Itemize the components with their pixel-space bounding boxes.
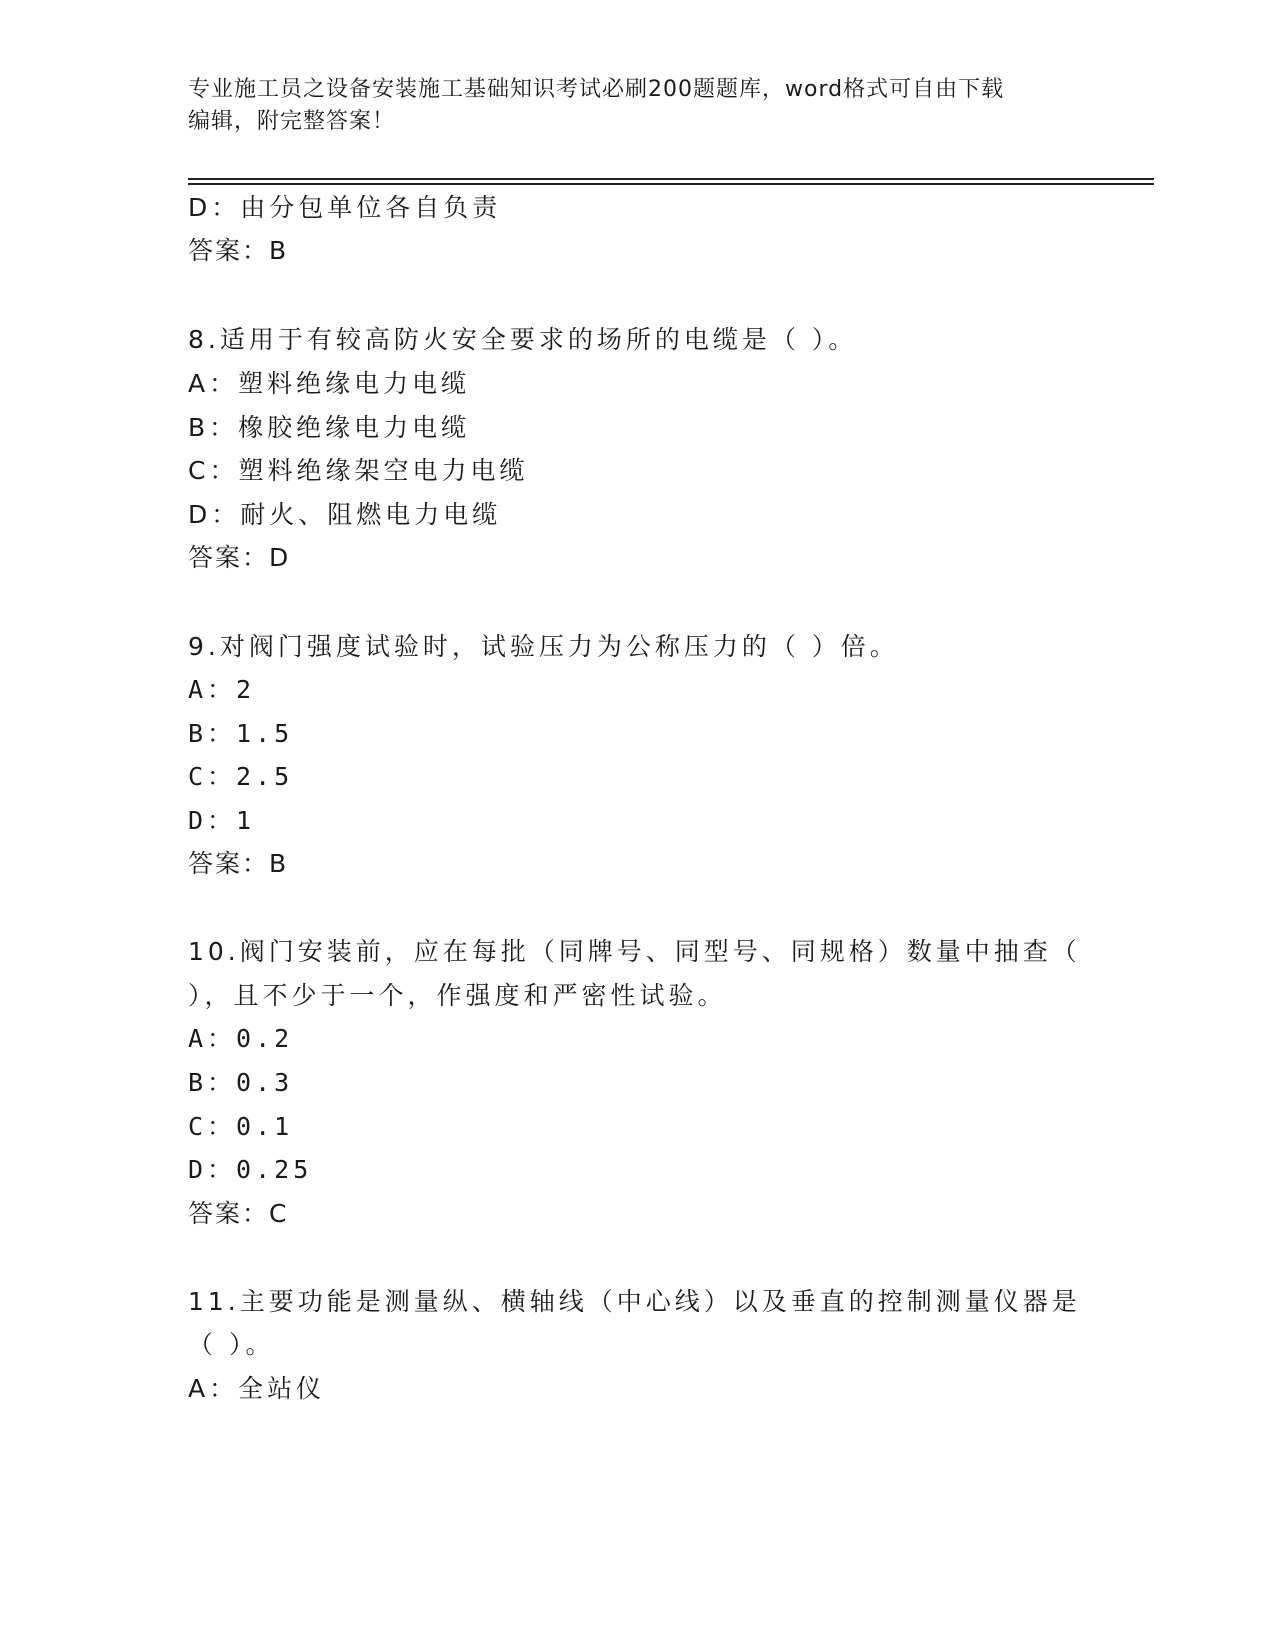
q8-option-b: B：橡胶绝缘电力电缆 (188, 413, 471, 442)
q9-option-d: D：1 (188, 806, 256, 835)
q10-option-a: A：0.2 (188, 1024, 294, 1053)
q10-question-line-2: ），且不少于一个，作强度和严密性试验。 (188, 981, 727, 1010)
header-title-line-1: 专业施工员之设备安装施工基础知识考试必刷200题题库，word格式可自由下载 (188, 77, 1005, 102)
header-divider-top (188, 178, 1154, 180)
q9-option-b: B：1.5 (188, 719, 294, 748)
q11-question-line-2: （ ）。 (188, 1330, 275, 1359)
q9-option-a: A：2 (188, 675, 256, 704)
q8-option-a: A：塑料绝缘电力电缆 (188, 369, 471, 398)
prev-answer: 答案：B (188, 236, 289, 265)
q10-answer: 答案：C (188, 1199, 289, 1228)
q10-option-d: D：0.25 (188, 1155, 313, 1184)
q8-option-d: D：耐火、阻燃电力电缆 (188, 500, 502, 529)
q9-question: 9.对阀门强度试验时，试验压力为公称压力的（ ）倍。 (188, 632, 899, 661)
q9-answer: 答案：B (188, 849, 289, 878)
q10-option-b: B：0.3 (188, 1068, 294, 1097)
q10-option-c: C：0.1 (188, 1112, 294, 1141)
q8-answer: 答案：D (188, 543, 291, 572)
q8-option-c: C：塑料绝缘架空电力电缆 (188, 456, 529, 485)
q11-option-a: A：全站仪 (188, 1374, 326, 1403)
q10-question-line-1: 10.阀门安装前，应在每批（同牌号、同型号、同规格）数量中抽查（ (188, 937, 1081, 966)
q9-option-c: C：2.5 (188, 762, 294, 791)
header-divider-bottom (188, 183, 1154, 185)
q11-question-line-1: 11.主要功能是测量纵、横轴线（中心线）以及垂直的控制测量仪器是 (188, 1287, 1081, 1316)
q8-question: 8.适用于有较高防火安全要求的场所的电缆是（ ）。 (188, 325, 858, 354)
document-header (188, 74, 1068, 138)
prev-option-d: D：由分包单位各自负责 (188, 193, 502, 222)
header-title-line-2: 编辑，附完整答案！ (188, 109, 396, 134)
